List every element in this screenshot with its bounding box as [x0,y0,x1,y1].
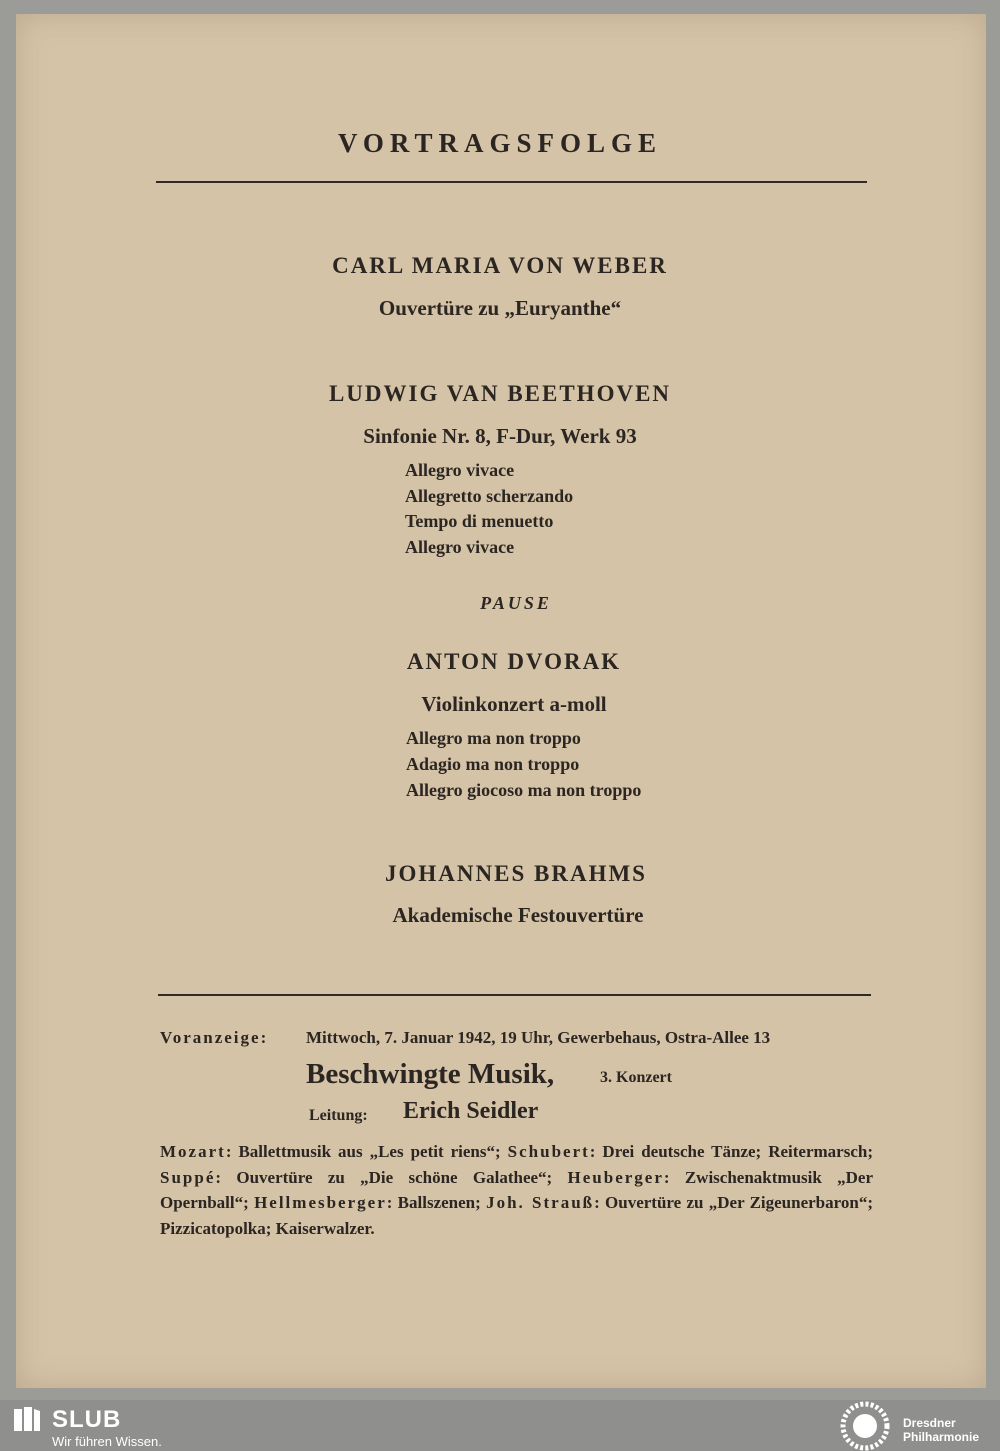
composer-mozart: Mozart [160,1142,226,1161]
slub-tagline: Wir führen Wissen. [52,1434,162,1449]
composer-schubert: Schubert [507,1142,590,1161]
repertoire-text: : Drei deutsche Tänze; Reitermarsch; [589,1142,873,1161]
repertoire-text: : Ouvertüre zu „Der Zigeunerbaron“; Pizzicatopolka; Kaiserwalzer. [160,1193,873,1239]
composer-weber: CARL MARIA VON WEBER [332,253,668,278]
page-title: VORTRAGSFOLGE [337,128,663,158]
conductor-name: Erich Seidler [403,1098,539,1124]
repertoire-text: : Ouvertüre zu „Die schöne Galathee“; [215,1167,568,1187]
slub-logo-icon [12,1405,42,1435]
repertoire-text: : Ballszenen; [386,1193,487,1213]
composer-dvorak: ANTON DVORAK [406,649,622,674]
movement: Allegro vivace [405,460,515,480]
philharmonie-logo-text: Dresdner Philharmonie [903,1416,980,1444]
intermission: PAUSE [480,593,552,613]
concert-title: Beschwingte Musik, [306,1058,555,1090]
movement: Adagio ma non troppo [406,754,580,774]
movement: Allegro ma non troppo [406,728,581,748]
composer-brahms: JOHANNES BRAHMS [385,861,647,886]
work-weber: Ouvertüre zu „Euryanthe“ [378,296,622,320]
composer-beethoven: LUDWIG VAN BEETHOVEN [328,381,672,406]
top-divider [156,181,867,183]
conductor-label: Leitung: [309,1107,368,1124]
repertoire-text: : Zwischenaktmusik „Der Opernball“; [160,1167,873,1213]
movement: Allegro giocoso ma non troppo [406,780,642,800]
composer-heuberger: Heuberger [567,1167,664,1187]
preview-label: Voranzeige: [160,1028,269,1047]
repertoire-text: : Ballettmusik aus „Les petit riens“; [225,1142,508,1161]
bottom-divider [158,994,871,996]
movement: Allegretto scherzando [405,486,574,506]
preview-repertoire [160,1139,873,1242]
slub-logo-text: SLUB [52,1406,122,1433]
composer-suppe: Suppé [160,1167,216,1187]
philharmonie-logo-icon [840,1401,890,1451]
composer-strauss: Joh. Strauß [486,1193,595,1213]
footer-bar [0,1400,1000,1451]
work-dvorak: Violinkonzert a-moll [421,692,607,716]
movement: Allegro vivace [405,537,515,557]
preview-details: Mittwoch, 7. Januar 1942, 19 Uhr, Gewerbehaus, Ostra-Allee 13 [306,1028,771,1047]
work-beethoven: Sinfonie Nr. 8, F-Dur, Werk 93 [363,424,637,448]
composer-hellmesberger: Hellmesberger [254,1193,387,1213]
work-brahms: Akademische Festouvertüre [392,903,644,927]
movement: Tempo di menuetto [405,511,554,531]
concert-number: 3. Konzert [600,1069,672,1086]
